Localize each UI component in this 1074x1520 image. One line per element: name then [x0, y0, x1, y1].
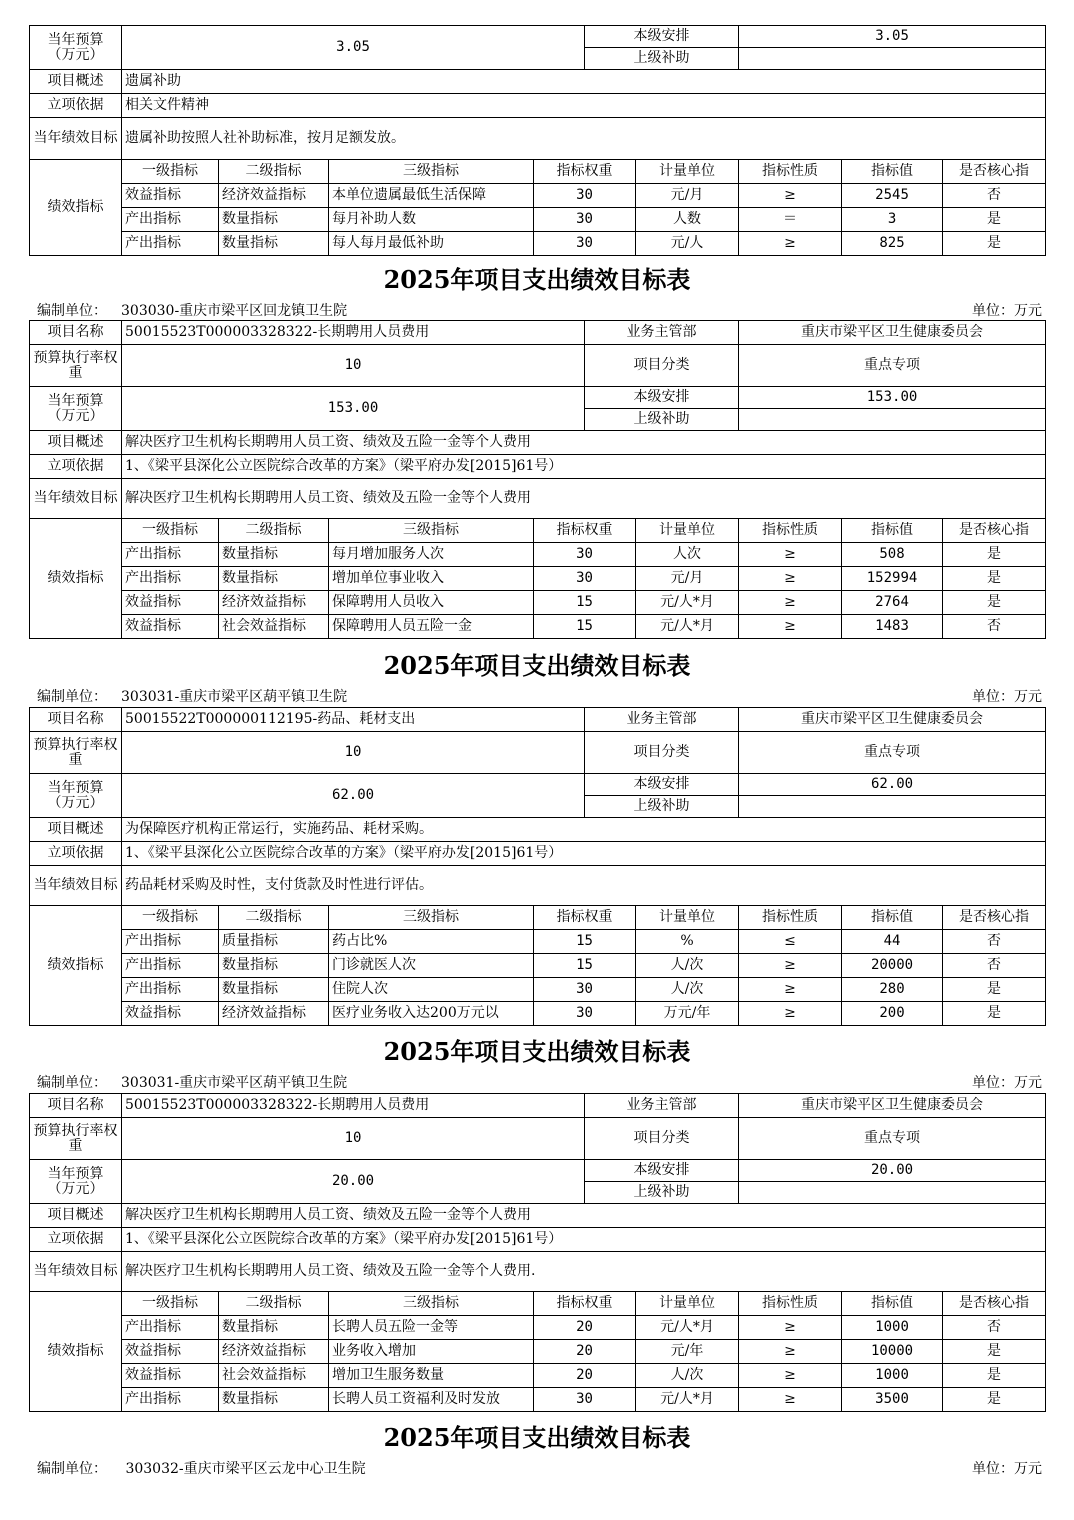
cell: 元/年 — [636, 1340, 739, 1364]
table-row — [30, 978, 1046, 1002]
goal-label: 当年绩效目标 — [30, 866, 122, 906]
org-label: 编制单位： — [37, 689, 107, 705]
cell: 增加单位事业收入 — [329, 567, 534, 591]
cell: ≤ — [739, 930, 842, 954]
overview-value: 解决医疗卫生机构长期聘用人员工资、绩效及五险一金等个人费用 — [122, 431, 1046, 455]
basis-value: 相关文件精神 — [122, 94, 1046, 118]
org-value: 303031-重庆市梁平区葫平镇卫生院 — [121, 689, 348, 705]
cell: 产出指标 — [122, 954, 219, 978]
cell: 是 — [943, 591, 1046, 615]
cell: 数量指标 — [219, 1388, 329, 1412]
cell: 30 — [534, 543, 636, 567]
cell: 是 — [943, 232, 1046, 256]
perf-table — [29, 320, 1046, 639]
cell: 万元/年 — [636, 1002, 739, 1026]
perf-label: 绩效指标 — [30, 1292, 122, 1412]
cell: 效益指标 — [122, 1364, 219, 1388]
cell: ≥ — [739, 567, 842, 591]
cell: 3 — [842, 208, 943, 232]
org-label: 编制单位： — [37, 303, 107, 319]
header-cell: 指标性质 — [739, 906, 842, 930]
table-fragment — [29, 25, 1045, 256]
table-row — [30, 1388, 1046, 1412]
basis-value: 1、《梁平县深化公立医院综合改革的方案》（梁平府办发[2015]61号） — [122, 1228, 1046, 1252]
budget-label: 当年预算 （万元） — [30, 26, 122, 70]
cell: 是 — [943, 978, 1046, 1002]
header-cell: 一级指标 — [122, 906, 219, 930]
table-row — [30, 930, 1046, 954]
rate-label: 预算执行率权重 — [30, 345, 122, 387]
cell: 1483 — [842, 615, 943, 639]
cell: 保障聘用人员收入 — [329, 591, 534, 615]
local-value: 20.00 — [739, 1160, 1046, 1182]
overview-label: 项目概述 — [30, 1204, 122, 1228]
header-cell: 是否核心指 — [943, 160, 1046, 184]
cell: 15 — [534, 930, 636, 954]
upper-value — [739, 796, 1046, 818]
cell: 数量指标 — [219, 978, 329, 1002]
basis-value: 1、《梁平县深化公立医院综合改革的方案》（梁平府办发[2015]61号） — [122, 455, 1046, 479]
overview-value: 解决医疗卫生机构长期聘用人员工资、绩效及五险一金等个人费用 — [122, 1204, 1046, 1228]
cat-label: 项目分类 — [585, 732, 739, 774]
local-label: 本级安排 — [585, 1160, 739, 1182]
dept-label: 业务主管部 — [585, 1094, 739, 1118]
cell: 否 — [943, 954, 1046, 978]
table-row — [30, 184, 1046, 208]
dept-label: 业务主管部 — [585, 708, 739, 732]
goal-label: 当年绩效目标 — [30, 1252, 122, 1292]
cell: 保障聘用人员五险一金 — [329, 615, 534, 639]
name-value: 50015523T000003328322-长期聘用人员费用 — [122, 321, 585, 345]
upper-label: 上级补助 — [585, 48, 739, 70]
header-cell: 计量单位 — [636, 160, 739, 184]
cell: 20 — [534, 1340, 636, 1364]
unit-label: 单位：万元 — [972, 689, 1042, 705]
header-cell: 指标性质 — [739, 1292, 842, 1316]
table-row — [30, 954, 1046, 978]
cell: 30 — [534, 978, 636, 1002]
rate-value: 10 — [122, 1118, 585, 1160]
cell: 元/月 — [636, 184, 739, 208]
perf-label: 绩效指标 — [30, 906, 122, 1026]
cell: 人/次 — [636, 954, 739, 978]
cell: 效益指标 — [122, 1340, 219, 1364]
perf-label: 绩效指标 — [30, 519, 122, 639]
cell: 每人每月最低补助 — [329, 232, 534, 256]
cell: 元/人 — [636, 232, 739, 256]
cell: 长聘人员工资福利及时发放 — [329, 1388, 534, 1412]
cell: 产出指标 — [122, 930, 219, 954]
cell: 元/人*月 — [636, 1316, 739, 1340]
rate-value: 10 — [122, 345, 585, 387]
cell: 30 — [534, 1388, 636, 1412]
name-label: 项目名称 — [30, 321, 122, 345]
cell: 否 — [943, 1316, 1046, 1340]
local-value: 62.00 — [739, 774, 1046, 796]
cell: ≥ — [739, 1364, 842, 1388]
table-row — [30, 1364, 1046, 1388]
budget-value: 62.00 — [122, 774, 585, 818]
basis-label: 立项依据 — [30, 455, 122, 479]
name-value: 50015523T000003328322-长期聘用人员费用 — [122, 1094, 585, 1118]
name-value: 50015522T000000112195-药品、耗材支出 — [122, 708, 585, 732]
cell: 10000 — [842, 1340, 943, 1364]
dept-value: 重庆市梁平区卫生健康委员会 — [739, 708, 1046, 732]
basis-label: 立项依据 — [30, 1228, 122, 1252]
cell: 否 — [943, 615, 1046, 639]
cell: 200 — [842, 1002, 943, 1026]
cell: ≥ — [739, 543, 842, 567]
overview-label: 项目概述 — [30, 431, 122, 455]
cell: 44 — [842, 930, 943, 954]
cell: 825 — [842, 232, 943, 256]
local-value: 153.00 — [739, 387, 1046, 409]
unit-label: 单位：万元 — [972, 1075, 1042, 1091]
upper-label: 上级补助 — [585, 1182, 739, 1204]
cell: 数量指标 — [219, 567, 329, 591]
footer-title: 2025年项目支出绩效目标表 — [383, 1423, 691, 1452]
cell: 1000 — [842, 1316, 943, 1340]
goal-label: 当年绩效目标 — [30, 479, 122, 519]
cell: 元/月 — [636, 567, 739, 591]
cell: 数量指标 — [219, 208, 329, 232]
cell: 人数 — [636, 208, 739, 232]
header-cell: 指标性质 — [739, 519, 842, 543]
cell: 否 — [943, 930, 1046, 954]
header-cell: 指标值 — [842, 519, 943, 543]
cell: 人/次 — [636, 1364, 739, 1388]
cell: ≥ — [739, 615, 842, 639]
dept-label: 业务主管部 — [585, 321, 739, 345]
cell: 30 — [534, 1002, 636, 1026]
org-value: 303031-重庆市梁平区葫平镇卫生院 — [121, 1075, 348, 1091]
cell: 产出指标 — [122, 543, 219, 567]
cell: 元/人*月 — [636, 615, 739, 639]
cell: 508 — [842, 543, 943, 567]
header-cell: 指标权重 — [534, 1292, 636, 1316]
cell: 152994 — [842, 567, 943, 591]
upper-value — [739, 48, 1046, 70]
cell: ＝ — [739, 208, 842, 232]
perf-label: 绩效指标 — [30, 160, 122, 256]
unit-label: 单位：万元 — [972, 1461, 1042, 1477]
cell: 长聘人员五险一金等 — [329, 1316, 534, 1340]
cell: 30 — [534, 232, 636, 256]
name-label: 项目名称 — [30, 708, 122, 732]
table-meta — [37, 1075, 1042, 1091]
cell: 30 — [534, 567, 636, 591]
cell: 效益指标 — [122, 184, 219, 208]
cell: 是 — [943, 1388, 1046, 1412]
perf-table — [29, 25, 1046, 256]
cell: 每月补助人数 — [329, 208, 534, 232]
local-label: 本级安排 — [585, 774, 739, 796]
overview-value: 遗属补助 — [122, 70, 1046, 94]
upper-value — [739, 409, 1046, 431]
cell: ≥ — [739, 954, 842, 978]
cell: 医疗业务收入达200万元以 — [329, 1002, 534, 1026]
table-row — [30, 232, 1046, 256]
cell: 元/人*月 — [636, 591, 739, 615]
cell: 经济效益指标 — [219, 184, 329, 208]
table-row — [30, 615, 1046, 639]
header-cell: 二级指标 — [219, 906, 329, 930]
table-row — [30, 591, 1046, 615]
budget-label: 当年预算 （万元） — [30, 774, 122, 818]
cell: 是 — [943, 1364, 1046, 1388]
table-meta — [37, 303, 1042, 319]
cat-value: 重点专项 — [739, 345, 1046, 387]
basis-label: 立项依据 — [30, 842, 122, 866]
goal-value: 药品耗材采购及时性，支付货款及时性进行评估。 — [122, 866, 1046, 906]
goal-value: 遗属补助按照人社补助标准，按月足额发放。 — [122, 118, 1046, 160]
cell: 30 — [534, 184, 636, 208]
overview-value: 为保障医疗机构正常运行，实施药品、耗材采购。 — [122, 818, 1046, 842]
header-cell: 指标权重 — [534, 906, 636, 930]
cell: 经济效益指标 — [219, 1002, 329, 1026]
header-cell: 指标值 — [842, 906, 943, 930]
table-row — [30, 543, 1046, 567]
cell: ≥ — [739, 184, 842, 208]
cell: 质量指标 — [219, 930, 329, 954]
cell: ≥ — [739, 1002, 842, 1026]
cell: 产出指标 — [122, 232, 219, 256]
cell: 20 — [534, 1364, 636, 1388]
cell: ≥ — [739, 1388, 842, 1412]
header-cell: 三级指标 — [329, 160, 534, 184]
header-cell: 一级指标 — [122, 1292, 219, 1316]
cat-label: 项目分类 — [585, 1118, 739, 1160]
cell: 20000 — [842, 954, 943, 978]
cell: 数量指标 — [219, 543, 329, 567]
header-cell: 是否核心指 — [943, 906, 1046, 930]
cell: 产出指标 — [122, 978, 219, 1002]
cell: 数量指标 — [219, 232, 329, 256]
table-row — [30, 208, 1046, 232]
table-title: 2025年项目支出绩效目标表 — [383, 651, 691, 680]
cell: 社会效益指标 — [219, 615, 329, 639]
budget-value: 153.00 — [122, 387, 585, 431]
rate-label: 预算执行率权重 — [30, 732, 122, 774]
budget-value: 3.05 — [122, 26, 585, 70]
cell: 门诊就医人次 — [329, 954, 534, 978]
header-cell: 三级指标 — [329, 519, 534, 543]
budget-label: 当年预算 （万元） — [30, 387, 122, 431]
goal-label: 当年绩效目标 — [30, 118, 122, 160]
goal-value: 解决医疗卫生机构长期聘用人员工资、绩效及五险一金等个人费用 — [122, 479, 1046, 519]
cell: 20 — [534, 1316, 636, 1340]
header-cell: 二级指标 — [219, 519, 329, 543]
perf-table — [29, 707, 1046, 1026]
cell: 产出指标 — [122, 1316, 219, 1340]
overview-label: 项目概述 — [30, 70, 122, 94]
cell: 每月增加服务人次 — [329, 543, 534, 567]
cell: 经济效益指标 — [219, 1340, 329, 1364]
perf-table-block — [29, 1093, 1045, 1412]
table-row — [30, 1002, 1046, 1026]
header-cell: 三级指标 — [329, 1292, 534, 1316]
header-cell: 计量单位 — [636, 906, 739, 930]
cell: 元/人*月 — [636, 1388, 739, 1412]
cell: ≥ — [739, 232, 842, 256]
local-label: 本级安排 — [585, 26, 739, 48]
table-row — [30, 567, 1046, 591]
cell: 15 — [534, 615, 636, 639]
cat-value: 重点专项 — [739, 732, 1046, 774]
table-row — [30, 1340, 1046, 1364]
cell: ≥ — [739, 1316, 842, 1340]
header-cell: 计量单位 — [636, 519, 739, 543]
cell: % — [636, 930, 739, 954]
header-cell: 指标权重 — [534, 519, 636, 543]
cell: 数量指标 — [219, 954, 329, 978]
header-cell: 指标值 — [842, 1292, 943, 1316]
header-cell: 一级指标 — [122, 519, 219, 543]
org-value: 303030-重庆市梁平区回龙镇卫生院 — [121, 303, 348, 319]
cell: 2764 — [842, 591, 943, 615]
budget-value: 20.00 — [122, 1160, 585, 1204]
cell: 数量指标 — [219, 1316, 329, 1340]
table-title: 2025年项目支出绩效目标表 — [383, 1037, 691, 1066]
header-cell: 二级指标 — [219, 160, 329, 184]
unit-label: 单位：万元 — [972, 303, 1042, 319]
cell: ≥ — [739, 978, 842, 1002]
cell: 1000 — [842, 1364, 943, 1388]
cell: 15 — [534, 591, 636, 615]
cell: 经济效益指标 — [219, 591, 329, 615]
cell: 是 — [943, 1340, 1046, 1364]
cell: 业务收入增加 — [329, 1340, 534, 1364]
cell: 效益指标 — [122, 591, 219, 615]
budget-label: 当年预算 （万元） — [30, 1160, 122, 1204]
cell: 是 — [943, 208, 1046, 232]
cell: 本单位遗属最低生活保障 — [329, 184, 534, 208]
cell: 效益指标 — [122, 615, 219, 639]
upper-label: 上级补助 — [585, 409, 739, 431]
org-value: 303032-重庆市梁平区云龙中心卫生院 — [125, 1461, 366, 1477]
upper-label: 上级补助 — [585, 796, 739, 818]
cell: 是 — [943, 567, 1046, 591]
dept-value: 重庆市梁平区卫生健康委员会 — [739, 321, 1046, 345]
overview-label: 项目概述 — [30, 818, 122, 842]
cell: 社会效益指标 — [219, 1364, 329, 1388]
header-cell: 指标值 — [842, 160, 943, 184]
local-label: 本级安排 — [585, 387, 739, 409]
cell: 是 — [943, 543, 1046, 567]
cell: 产出指标 — [122, 208, 219, 232]
perf-table-block — [29, 320, 1045, 639]
cell: 是 — [943, 1002, 1046, 1026]
rate-value: 10 — [122, 732, 585, 774]
perf-table-block — [29, 707, 1045, 1026]
cell: 药占比% — [329, 930, 534, 954]
footer-meta — [37, 1461, 1042, 1477]
header-cell: 一级指标 — [122, 160, 219, 184]
cell: 否 — [943, 184, 1046, 208]
upper-value — [739, 1182, 1046, 1204]
header-cell: 是否核心指 — [943, 1292, 1046, 1316]
name-label: 项目名称 — [30, 1094, 122, 1118]
cell: 产出指标 — [122, 1388, 219, 1412]
cell: 产出指标 — [122, 567, 219, 591]
local-value: 3.05 — [739, 26, 1046, 48]
table-row — [30, 1316, 1046, 1340]
cat-value: 重点专项 — [739, 1118, 1046, 1160]
perf-table — [29, 1093, 1046, 1412]
basis-label: 立项依据 — [30, 94, 122, 118]
cell: ≥ — [739, 1340, 842, 1364]
cell: ≥ — [739, 591, 842, 615]
cell: 增加卫生服务数量 — [329, 1364, 534, 1388]
rate-label: 预算执行率权重 — [30, 1118, 122, 1160]
cell: 15 — [534, 954, 636, 978]
header-cell: 三级指标 — [329, 906, 534, 930]
cell: 人次 — [636, 543, 739, 567]
cell: 2545 — [842, 184, 943, 208]
header-cell: 指标权重 — [534, 160, 636, 184]
header-cell: 计量单位 — [636, 1292, 739, 1316]
cell: 280 — [842, 978, 943, 1002]
cell: 3500 — [842, 1388, 943, 1412]
table-meta — [37, 689, 1042, 705]
basis-value: 1、《梁平县深化公立医院综合改革的方案》（梁平府办发[2015]61号） — [122, 842, 1046, 866]
table-title: 2025年项目支出绩效目标表 — [383, 265, 691, 294]
goal-value: 解决医疗卫生机构长期聘用人员工资、绩效及五险一金等个人费用. — [122, 1252, 1046, 1292]
cell: 人/次 — [636, 978, 739, 1002]
cell: 住院人次 — [329, 978, 534, 1002]
org-label: 编制单位： — [37, 1075, 107, 1091]
header-cell: 是否核心指 — [943, 519, 1046, 543]
header-cell: 指标性质 — [739, 160, 842, 184]
cat-label: 项目分类 — [585, 345, 739, 387]
dept-value: 重庆市梁平区卫生健康委员会 — [739, 1094, 1046, 1118]
org-label: 编制单位： — [37, 1461, 107, 1477]
header-cell: 二级指标 — [219, 1292, 329, 1316]
cell: 效益指标 — [122, 1002, 219, 1026]
cell: 30 — [534, 208, 636, 232]
